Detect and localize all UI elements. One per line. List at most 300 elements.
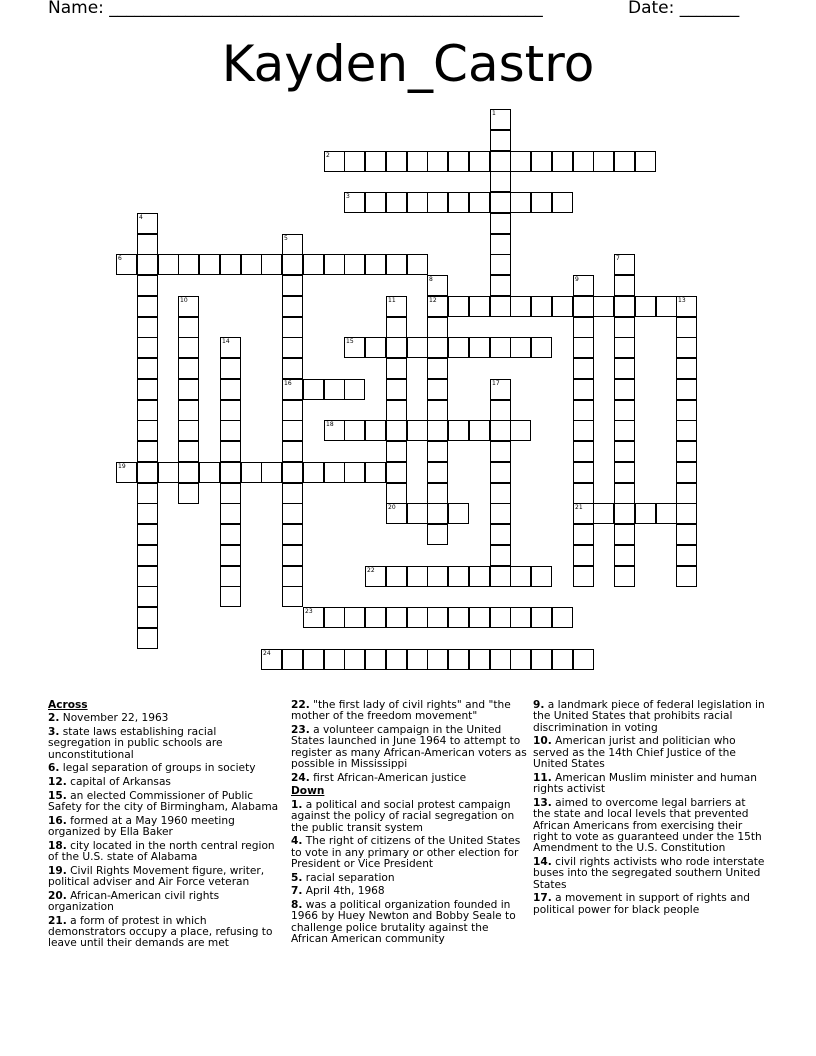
grid-cell[interactable]	[344, 151, 365, 172]
grid-cell[interactable]	[573, 441, 594, 462]
grid-cell[interactable]	[510, 420, 531, 441]
grid-cell[interactable]	[282, 462, 303, 483]
grid-cell[interactable]	[137, 275, 158, 296]
grid-cell[interactable]	[116, 462, 137, 483]
grid-cell[interactable]	[614, 566, 635, 587]
grid-cell[interactable]	[386, 254, 407, 275]
clues-column-2	[291, 700, 527, 948]
grid-cell[interactable]	[490, 130, 511, 151]
grid-cell[interactable]	[427, 483, 448, 504]
grid-cell[interactable]	[407, 192, 428, 213]
grid-cell[interactable]	[448, 607, 469, 628]
down-clue	[291, 900, 527, 946]
grid-cell[interactable]	[448, 337, 469, 358]
clue-text: was a political organization founded in 1966 by Huey Newton and Bobby Seale to challenge police brutality against the African American community	[291, 898, 516, 946]
grid-cell[interactable]	[427, 275, 448, 296]
down-clue	[291, 886, 527, 897]
grid-cell[interactable]	[676, 296, 697, 317]
grid-cell[interactable]	[573, 545, 594, 566]
grid-cell[interactable]	[448, 192, 469, 213]
grid-cell[interactable]	[531, 151, 552, 172]
cell-number: 1	[492, 110, 496, 117]
grid-cell[interactable]	[282, 317, 303, 338]
grid-cell[interactable]	[552, 192, 573, 213]
grid-cell[interactable]	[282, 400, 303, 421]
grid-cell[interactable]	[676, 566, 697, 587]
grid-cell[interactable]	[344, 607, 365, 628]
grid-cell[interactable]	[386, 400, 407, 421]
grid-cell[interactable]	[510, 566, 531, 587]
clue-text: a form of protest in which demonstrators occupy a place, refusing to leave until their demands are met	[48, 914, 273, 950]
grid-cell[interactable]	[490, 503, 511, 524]
grid-cell[interactable]	[178, 296, 199, 317]
grid-cell[interactable]	[220, 400, 241, 421]
grid-cell[interactable]	[448, 420, 469, 441]
grid-cell[interactable]	[137, 317, 158, 338]
grid-cell[interactable]	[178, 420, 199, 441]
grid-cell[interactable]	[282, 586, 303, 607]
grid-cell[interactable]	[158, 254, 179, 275]
grid-cell[interactable]	[448, 296, 469, 317]
across-clue	[48, 791, 280, 814]
grid-cell[interactable]	[365, 420, 386, 441]
grid-cell[interactable]	[241, 462, 262, 483]
grid-cell[interactable]	[510, 649, 531, 670]
grid-cell[interactable]	[573, 275, 594, 296]
grid-cell[interactable]	[490, 462, 511, 483]
grid-cell[interactable]	[303, 379, 324, 400]
grid-cell[interactable]	[573, 296, 594, 317]
grid-cell[interactable]	[573, 151, 594, 172]
grid-cell[interactable]	[490, 213, 511, 234]
grid-cell[interactable]	[573, 379, 594, 400]
grid-cell[interactable]	[593, 151, 614, 172]
grid-cell[interactable]	[448, 649, 469, 670]
grid-cell[interactable]	[490, 151, 511, 172]
grid-cell[interactable]	[427, 649, 448, 670]
grid-cell[interactable]	[137, 503, 158, 524]
grid-cell[interactable]	[427, 503, 448, 524]
grid-cell[interactable]	[220, 462, 241, 483]
clues-column-3	[533, 700, 765, 918]
grid-cell[interactable]	[427, 151, 448, 172]
grid-cell[interactable]	[490, 171, 511, 192]
grid-cell[interactable]	[344, 420, 365, 441]
grid-cell[interactable]	[324, 379, 345, 400]
grid-cell[interactable]	[573, 358, 594, 379]
grid-cell[interactable]	[220, 524, 241, 545]
grid-cell[interactable]	[282, 379, 303, 400]
across-clue	[48, 727, 280, 761]
clue-text: Civil Rights Movement figure, writer, political adviser and Air Force veteran	[48, 864, 265, 888]
grid-cell[interactable]	[469, 192, 490, 213]
grid-cell[interactable]	[614, 275, 635, 296]
grid-cell[interactable]	[490, 524, 511, 545]
grid-cell[interactable]	[386, 379, 407, 400]
grid-cell[interactable]	[178, 254, 199, 275]
grid-cell[interactable]	[427, 379, 448, 400]
grid-cell[interactable]	[573, 462, 594, 483]
grid-cell[interactable]	[178, 462, 199, 483]
grid-cell[interactable]	[365, 566, 386, 587]
grid-cell[interactable]	[614, 462, 635, 483]
grid-cell[interactable]	[137, 441, 158, 462]
grid-cell[interactable]	[137, 607, 158, 628]
grid-cell[interactable]	[635, 296, 656, 317]
grid-cell[interactable]	[386, 296, 407, 317]
grid-cell[interactable]	[407, 649, 428, 670]
grid-cell[interactable]	[324, 151, 345, 172]
grid-cell[interactable]	[282, 254, 303, 275]
grid-cell[interactable]	[303, 462, 324, 483]
grid-cell[interactable]	[490, 234, 511, 255]
grid-cell[interactable]	[303, 254, 324, 275]
grid-cell[interactable]	[593, 296, 614, 317]
grid-cell[interactable]	[676, 462, 697, 483]
grid-cell[interactable]	[407, 566, 428, 587]
grid-cell[interactable]	[469, 566, 490, 587]
grid-cell[interactable]	[386, 337, 407, 358]
grid-cell[interactable]	[386, 441, 407, 462]
grid-cell[interactable]	[137, 234, 158, 255]
grid-cell[interactable]	[531, 296, 552, 317]
grid-cell[interactable]	[614, 524, 635, 545]
grid-cell[interactable]	[427, 462, 448, 483]
grid-cell[interactable]	[614, 296, 635, 317]
clue-number: 7.	[291, 885, 303, 898]
clue-text: first African-American justice	[309, 771, 467, 784]
grid-cell[interactable]	[490, 337, 511, 358]
grid-cell[interactable]	[137, 628, 158, 649]
grid-cell[interactable]	[552, 296, 573, 317]
grid-cell[interactable]	[531, 607, 552, 628]
grid-cell[interactable]	[386, 358, 407, 379]
grid-cell[interactable]	[490, 109, 511, 130]
grid-cell[interactable]	[137, 358, 158, 379]
grid-cell[interactable]	[573, 400, 594, 421]
grid-cell[interactable]	[593, 503, 614, 524]
grid-cell[interactable]	[552, 607, 573, 628]
grid-cell[interactable]	[324, 607, 345, 628]
grid-cell[interactable]	[614, 503, 635, 524]
grid-cell[interactable]	[344, 192, 365, 213]
grid-cell[interactable]	[365, 192, 386, 213]
grid-cell[interactable]	[365, 649, 386, 670]
grid-cell[interactable]	[676, 358, 697, 379]
grid-cell[interactable]	[220, 483, 241, 504]
grid-cell[interactable]	[490, 400, 511, 421]
grid-cell[interactable]	[407, 254, 428, 275]
grid-cell[interactable]	[220, 441, 241, 462]
grid-cell[interactable]	[282, 275, 303, 296]
grid-cell[interactable]	[676, 483, 697, 504]
grid-cell[interactable]	[635, 151, 656, 172]
across-heading: Across	[48, 699, 88, 711]
grid-cell[interactable]	[427, 358, 448, 379]
across-clue	[291, 773, 527, 784]
grid-cell[interactable]	[676, 400, 697, 421]
grid-cell[interactable]	[614, 441, 635, 462]
grid-cell[interactable]	[137, 586, 158, 607]
grid-cell[interactable]	[116, 254, 137, 275]
clue-number: 22.	[291, 699, 310, 711]
grid-cell[interactable]	[573, 483, 594, 504]
grid-cell[interactable]	[676, 524, 697, 545]
grid-cell[interactable]	[469, 296, 490, 317]
grid-cell[interactable]	[282, 524, 303, 545]
grid-cell[interactable]	[614, 151, 635, 172]
puzzle-title: Kayden_Castro	[221, 35, 595, 93]
grid-cell[interactable]	[282, 358, 303, 379]
grid-cell[interactable]	[261, 462, 282, 483]
grid-cell[interactable]	[531, 649, 552, 670]
cell-number: 16	[284, 380, 292, 387]
grid-cell[interactable]	[614, 483, 635, 504]
cell-number: 7	[616, 255, 620, 262]
clue-number: 9.	[533, 699, 545, 711]
grid-cell[interactable]	[282, 441, 303, 462]
grid-cell[interactable]	[178, 317, 199, 338]
grid-cell[interactable]	[220, 545, 241, 566]
grid-cell[interactable]	[137, 379, 158, 400]
grid-cell[interactable]	[490, 296, 511, 317]
grid-cell[interactable]	[510, 607, 531, 628]
grid-cell[interactable]	[635, 503, 656, 524]
grid-cell[interactable]	[282, 545, 303, 566]
grid-cell[interactable]	[407, 607, 428, 628]
grid-cell[interactable]	[510, 151, 531, 172]
grid-cell[interactable]	[614, 420, 635, 441]
grid-cell[interactable]	[386, 607, 407, 628]
clue-text: American jurist and politician who served as the 14th Chief Justice of the United States	[533, 735, 736, 771]
grid-cell[interactable]	[241, 254, 262, 275]
grid-cell[interactable]	[220, 566, 241, 587]
grid-cell[interactable]	[573, 649, 594, 670]
grid-cell[interactable]	[676, 441, 697, 462]
grid-cell[interactable]	[303, 607, 324, 628]
grid-cell[interactable]	[531, 566, 552, 587]
clue-number: 12.	[48, 776, 67, 788]
grid-cell[interactable]	[656, 296, 677, 317]
grid-cell[interactable]	[137, 254, 158, 275]
grid-cell[interactable]	[614, 545, 635, 566]
down-clue	[291, 836, 527, 870]
grid-cell[interactable]	[282, 420, 303, 441]
grid-cell[interactable]	[448, 566, 469, 587]
grid-cell[interactable]	[490, 420, 511, 441]
grid-cell[interactable]	[573, 317, 594, 338]
clue-text: The right of citizens of the United States to vote in any primary or other election for President or Vice President	[291, 835, 521, 871]
grid-cell[interactable]	[427, 524, 448, 545]
grid-cell[interactable]	[552, 649, 573, 670]
grid-cell[interactable]	[448, 151, 469, 172]
grid-cell[interactable]	[178, 379, 199, 400]
grid-cell[interactable]	[386, 420, 407, 441]
grid-cell[interactable]	[282, 566, 303, 587]
grid-cell[interactable]	[490, 192, 511, 213]
grid-cell[interactable]	[427, 566, 448, 587]
clue-number: 20.	[48, 889, 67, 902]
grid-cell[interactable]	[407, 151, 428, 172]
grid-cell[interactable]	[469, 649, 490, 670]
grid-cell[interactable]	[137, 296, 158, 317]
grid-cell[interactable]	[386, 192, 407, 213]
grid-cell[interactable]	[510, 337, 531, 358]
grid-cell[interactable]	[261, 649, 282, 670]
grid-cell[interactable]	[490, 545, 511, 566]
grid-cell[interactable]	[676, 420, 697, 441]
grid-cell[interactable]	[386, 483, 407, 504]
grid-cell[interactable]	[220, 379, 241, 400]
grid-cell[interactable]	[469, 607, 490, 628]
grid-cell[interactable]	[490, 379, 511, 400]
grid-cell[interactable]	[137, 483, 158, 504]
clue-text: state laws establishing racial segregation in public schools are unconstitutional	[48, 726, 223, 761]
grid-cell[interactable]	[573, 337, 594, 358]
grid-cell[interactable]	[178, 441, 199, 462]
clue-number: 16.	[48, 814, 67, 827]
grid-cell[interactable]	[490, 254, 511, 275]
grid-cell[interactable]	[282, 296, 303, 317]
grid-cell[interactable]	[178, 358, 199, 379]
grid-cell[interactable]	[199, 254, 220, 275]
grid-cell[interactable]	[365, 607, 386, 628]
grid-cell[interactable]	[469, 420, 490, 441]
grid-cell[interactable]	[386, 462, 407, 483]
grid-cell[interactable]	[469, 151, 490, 172]
grid-cell[interactable]	[531, 192, 552, 213]
grid-cell[interactable]	[137, 566, 158, 587]
grid-cell[interactable]	[178, 400, 199, 421]
grid-cell[interactable]	[407, 337, 428, 358]
cell-number: 23	[305, 608, 313, 615]
grid-cell[interactable]	[427, 420, 448, 441]
grid-cell[interactable]	[344, 254, 365, 275]
grid-cell[interactable]	[614, 400, 635, 421]
grid-cell[interactable]	[220, 586, 241, 607]
grid-cell[interactable]	[386, 503, 407, 524]
grid-cell[interactable]	[220, 358, 241, 379]
clue-number: 13.	[533, 796, 552, 809]
grid-cell[interactable]	[344, 337, 365, 358]
grid-cell[interactable]	[365, 337, 386, 358]
grid-cell[interactable]	[324, 420, 345, 441]
grid-cell[interactable]	[676, 503, 697, 524]
clue-text: aimed to overcome legal barriers at the state and local levels that prevented African Americans from exercising their right to vote as guaranteed under the 15th Amendment to the U.S. Constitution	[533, 796, 762, 855]
grid-cell[interactable]	[427, 337, 448, 358]
grid-cell[interactable]	[614, 379, 635, 400]
grid-cell[interactable]	[407, 503, 428, 524]
grid-cell[interactable]	[178, 337, 199, 358]
grid-cell[interactable]	[324, 462, 345, 483]
grid-cell[interactable]	[137, 420, 158, 441]
grid-cell[interactable]	[282, 337, 303, 358]
grid-cell[interactable]	[178, 483, 199, 504]
cell-number: 13	[678, 297, 686, 304]
grid-cell[interactable]	[614, 358, 635, 379]
grid-cell[interactable]	[137, 400, 158, 421]
grid-cell[interactable]	[427, 317, 448, 338]
grid-cell[interactable]	[427, 441, 448, 462]
grid-cell[interactable]	[676, 379, 697, 400]
grid-cell[interactable]	[510, 192, 531, 213]
grid-cell[interactable]	[365, 254, 386, 275]
grid-cell[interactable]	[656, 503, 677, 524]
grid-cell[interactable]	[427, 607, 448, 628]
grid-cell[interactable]	[614, 254, 635, 275]
grid-cell[interactable]	[490, 275, 511, 296]
grid-cell[interactable]	[573, 420, 594, 441]
grid-cell[interactable]	[137, 213, 158, 234]
grid-cell[interactable]	[531, 337, 552, 358]
grid-cell[interactable]	[282, 234, 303, 255]
grid-cell[interactable]	[261, 254, 282, 275]
grid-cell[interactable]	[344, 379, 365, 400]
grid-cell[interactable]	[490, 441, 511, 462]
grid-cell[interactable]	[282, 503, 303, 524]
grid-cell[interactable]	[676, 545, 697, 566]
grid-cell[interactable]	[614, 337, 635, 358]
grid-cell[interactable]	[573, 503, 594, 524]
grid-cell[interactable]	[469, 337, 490, 358]
cell-number: 3	[346, 193, 350, 200]
grid-cell[interactable]	[427, 296, 448, 317]
grid-cell[interactable]	[324, 254, 345, 275]
grid-cell[interactable]	[614, 317, 635, 338]
grid-cell[interactable]	[324, 649, 345, 670]
grid-cell[interactable]	[427, 400, 448, 421]
grid-cell[interactable]	[158, 462, 179, 483]
grid-cell[interactable]	[137, 337, 158, 358]
grid-cell[interactable]	[220, 254, 241, 275]
grid-cell[interactable]	[676, 337, 697, 358]
cell-number: 2	[326, 152, 330, 159]
grid-cell[interactable]	[490, 607, 511, 628]
grid-cell[interactable]	[490, 483, 511, 504]
grid-cell[interactable]	[552, 151, 573, 172]
grid-cell[interactable]	[220, 420, 241, 441]
across-clue	[48, 713, 280, 724]
grid-cell[interactable]	[303, 649, 324, 670]
grid-cell[interactable]	[137, 524, 158, 545]
grid-cell[interactable]	[490, 566, 511, 587]
grid-cell[interactable]	[220, 503, 241, 524]
grid-cell[interactable]	[407, 420, 428, 441]
grid-cell[interactable]	[282, 483, 303, 504]
grid-cell[interactable]	[676, 317, 697, 338]
grid-cell[interactable]	[365, 151, 386, 172]
grid-cell[interactable]	[448, 503, 469, 524]
grid-cell[interactable]	[282, 649, 303, 670]
grid-cell[interactable]	[573, 566, 594, 587]
grid-cell[interactable]	[427, 192, 448, 213]
grid-cell[interactable]	[220, 337, 241, 358]
grid-cell[interactable]	[365, 462, 386, 483]
cell-number: 8	[429, 276, 433, 283]
grid-cell[interactable]	[386, 151, 407, 172]
grid-cell[interactable]	[199, 462, 220, 483]
grid-cell[interactable]	[386, 566, 407, 587]
grid-cell[interactable]	[490, 649, 511, 670]
grid-cell[interactable]	[344, 462, 365, 483]
grid-cell[interactable]	[137, 545, 158, 566]
grid-cell[interactable]	[510, 296, 531, 317]
grid-cell[interactable]	[386, 649, 407, 670]
grid-cell[interactable]	[137, 462, 158, 483]
grid-cell[interactable]	[573, 524, 594, 545]
grid-cell[interactable]	[344, 649, 365, 670]
grid-cell[interactable]	[386, 317, 407, 338]
